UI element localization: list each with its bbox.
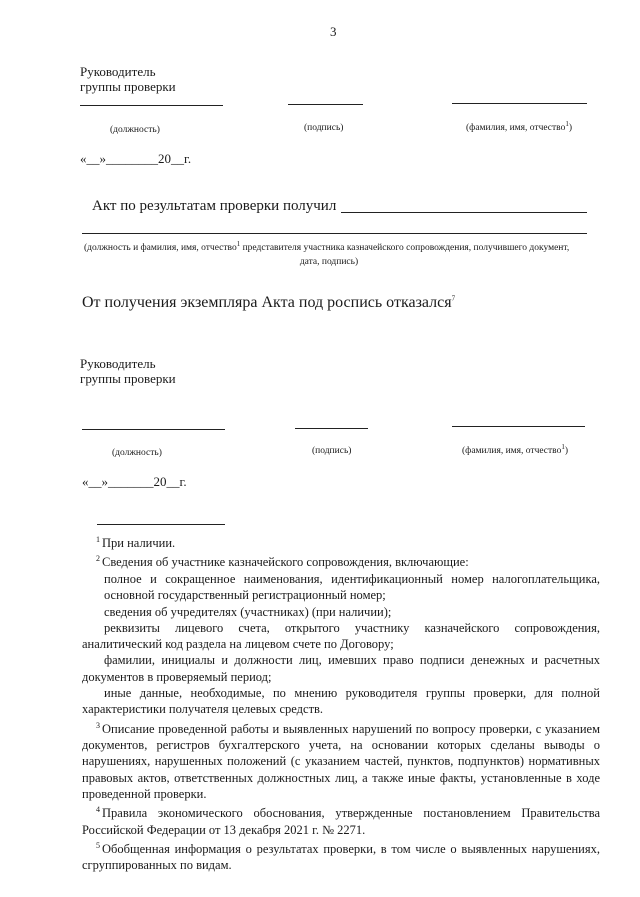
footnote-3-text [82, 718, 600, 803]
name-caption-text: (фамилия, имя, отчество [466, 123, 566, 134]
signature-field-line [288, 104, 363, 105]
page-number: 3 [330, 24, 337, 39]
footnote-1-number: 1 [96, 535, 100, 544]
name-field-line-2 [452, 426, 585, 427]
footnote-2-number: 2 [96, 554, 100, 564]
date-line-2: «__»_______20__г. [82, 474, 187, 489]
act-received-caption-line1 [84, 237, 604, 255]
footnote-2-item-d: фамилии, инициалы и должности лиц, имевших право подписи денежных и расчетных документов в проверяемый период; [82, 653, 600, 684]
footnote-2-body: Сведения об участнике казначейского сопровождения, включающие: [102, 555, 469, 570]
signatory-title-2 [80, 356, 176, 386]
footnote-1-text [82, 532, 600, 551]
date-line: «__»________20__г. [80, 151, 192, 166]
act-received-caption [84, 237, 604, 269]
refusal-statement [82, 294, 455, 312]
signature-caption-2: (подпись) [312, 446, 352, 456]
footnote-2-item-a: полное и сокращенное наименования, идентификационный номер налогоплательщика, основной государственный регистрационный номер; [104, 571, 600, 603]
signatory-title-line1: Руководитель [80, 64, 156, 79]
name-caption [466, 120, 572, 133]
name-field-line [452, 103, 587, 104]
footnote-1 [82, 532, 600, 874]
footnote-2-item-c: реквизиты лицевого счета, открытого участнику казначейского сопровождения, аналитический код раздела на лицевом счете по Договору; [82, 620, 600, 652]
name-caption-2-text: (фамилия, имя, отчество [462, 446, 562, 457]
footnote-5-body: Обобщенная информация о результатах проверки, в том числе о выявленных нарушениях, сгруппированных по видам. [82, 842, 600, 873]
refusal-footnote-ref: 7 [451, 294, 456, 303]
footnote-5-number: 5 [96, 840, 100, 850]
act-received-field-line [341, 212, 587, 213]
signatory-title-line2: группы проверки [80, 79, 176, 94]
name-caption-2 [462, 443, 568, 456]
footnote-2-item-b: сведения об учредителях (участниках) (при наличии); [104, 604, 392, 619]
footnote-3-body: Описание проведенной работы и выявленных нарушений по вопросу проверки, с указанием документов, регистров бухгалтерского учета, на основании которых сделаны выводы о нарушениях, нарушенных положений (с указанием частей, пунктов, подпунктов) нормативных правовых актов, ответственных должностных лиц, а также иные факты, установленные в ходе проведенной проверки. [82, 721, 600, 801]
position-caption: (должность) [110, 125, 160, 135]
act-received-label: Акт по результатам проверки получил [92, 198, 337, 214]
footnote-4-text [82, 802, 600, 838]
footnote-4-number: 4 [96, 805, 100, 815]
name-caption-2-close: ) [564, 446, 569, 457]
act-received-caption-footnote-ref: 1 [236, 240, 241, 248]
name-caption-close: ) [568, 123, 573, 134]
footnote-2-item-e: иные данные, необходимые, по мнению руководителя группы проверки, для полной характеристики получателя целевых средств. [82, 685, 600, 717]
footnote-4-body: Правила экономического обоснования, утвержденные постановлением Правительства Российской Федерации от 13 декабря 2021 г. № 2271. [82, 806, 600, 837]
name-caption-footnote-ref: 1 [565, 120, 569, 128]
act-received-caption-part1: (должность и фамилия, имя, отчество [84, 243, 237, 254]
act-received-second-line [82, 233, 587, 234]
footnote-2-text [82, 551, 600, 570]
refusal-text: От получения экземпляра Акта под роспись отказался [82, 294, 452, 311]
signature-caption: (подпись) [304, 123, 344, 133]
act-received-caption-line2: дата, подпись) [299, 257, 359, 268]
act-received-caption-part2: представителя участника казначейского сопровождения, получившего документ, [240, 243, 570, 254]
name-caption-2-footnote-ref: 1 [561, 443, 565, 451]
signatory-title-2-line2: группы проверки [80, 371, 176, 386]
footnote-5-text [82, 838, 600, 874]
signatory-title-2-line1: Руководитель [80, 356, 156, 371]
position-field-line [80, 105, 223, 106]
position-caption-2: (должность) [112, 448, 162, 458]
footnote-3-number: 3 [96, 720, 100, 730]
footnote-separator [97, 524, 225, 525]
position-field-line-2 [82, 429, 225, 430]
signature-field-line-2 [295, 428, 368, 429]
signatory-title [80, 64, 176, 94]
footnote-1-body: При наличии. [102, 536, 176, 551]
